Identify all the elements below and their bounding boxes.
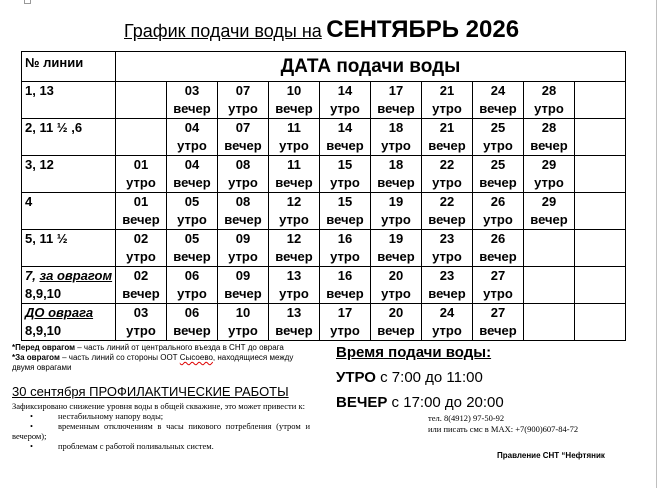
date-period: утро [177, 138, 207, 153]
date-day: 03 [184, 83, 200, 98]
date-cell [524, 304, 575, 341]
date-cell [269, 267, 320, 304]
date-day: 22 [439, 194, 455, 209]
date-day: 11 [287, 157, 301, 172]
date-cell [371, 119, 422, 156]
date-cell [269, 156, 320, 193]
footnote-beyond-ravine: *За оврагом – часть линий со стороны ООТ Сысоево, находящиеся между двумя оврагами [12, 353, 294, 372]
date-period: вечер [428, 212, 466, 227]
date-cell [116, 267, 167, 304]
date-period: утро [432, 249, 462, 264]
date-cell [116, 230, 167, 267]
date-period: утро [177, 212, 207, 227]
date-day: 24 [490, 83, 506, 98]
contact-info [428, 413, 578, 435]
date-period: вечер [224, 138, 262, 153]
date-day: 18 [388, 157, 404, 172]
date-cell [524, 119, 575, 156]
date-day: 28 [541, 83, 557, 98]
date-cell [422, 193, 473, 230]
date-cell [320, 230, 371, 267]
date-cell [218, 119, 269, 156]
date-period: утро [432, 101, 462, 116]
date-cell [320, 267, 371, 304]
date-cell [269, 230, 320, 267]
date-day: 12 [286, 194, 302, 209]
date-cell [167, 193, 218, 230]
date-period: вечер [428, 286, 466, 301]
date-cell [218, 193, 269, 230]
date-cell [371, 267, 422, 304]
date-cell [269, 119, 320, 156]
date-day: 23 [439, 268, 455, 283]
date-cell [167, 82, 218, 119]
date-cell [524, 82, 575, 119]
date-period: утро [432, 323, 462, 338]
date-day: 26 [490, 231, 506, 246]
date-period: вечер [428, 138, 466, 153]
date-period: утро [279, 212, 309, 227]
date-day: 17 [388, 83, 404, 98]
date-period: вечер [224, 286, 262, 301]
date-header: ДАТА подачи воды [116, 52, 626, 82]
date-cell [116, 304, 167, 341]
date-cell [320, 156, 371, 193]
table-row [22, 82, 626, 119]
date-period: вечер [122, 286, 160, 301]
title-month: СЕНТЯБРЬ 2026 [326, 16, 520, 43]
date-period: утро [126, 175, 156, 190]
date-cell [116, 119, 167, 156]
date-cell [575, 193, 626, 230]
date-day: 23 [439, 231, 455, 246]
date-cell [575, 156, 626, 193]
date-day: 19 [388, 194, 404, 209]
line-label: 3, 12 [22, 156, 116, 193]
date-day: 18 [388, 120, 404, 135]
date-cell [371, 304, 422, 341]
date-day: 13 [286, 268, 302, 283]
date-day: 02 [133, 268, 149, 283]
date-period: утро [279, 138, 309, 153]
date-cell [575, 304, 626, 341]
date-day: 27 [490, 268, 506, 283]
date-period: утро [228, 175, 258, 190]
date-cell [575, 82, 626, 119]
date-period: утро [126, 249, 156, 264]
date-period: вечер [173, 175, 211, 190]
line-label: 7, за оврагом 8,9,10 [22, 267, 116, 304]
date-day: 02 [133, 231, 149, 246]
date-period: вечер [224, 212, 262, 227]
date-cell [269, 82, 320, 119]
date-day: 16 [337, 268, 353, 283]
date-period: вечер [479, 101, 517, 116]
date-period: вечер [377, 249, 415, 264]
date-day: 15 [337, 157, 353, 172]
date-period: утро [228, 249, 258, 264]
date-period: утро [381, 286, 411, 301]
date-cell [167, 304, 218, 341]
maintenance-description [12, 401, 310, 451]
date-cell [320, 119, 371, 156]
date-cell [473, 304, 524, 341]
table-row [22, 304, 626, 341]
date-period: вечер [377, 175, 415, 190]
date-day: 29 [541, 157, 557, 172]
date-cell [473, 193, 524, 230]
date-period: утро [330, 101, 360, 116]
table-row [22, 267, 626, 304]
date-day: 21 [439, 83, 455, 98]
maintenance-intro: Зафиксировано снижение уровня воды в общей скважине, это может привести к: [12, 401, 305, 411]
date-period: вечер [479, 323, 517, 338]
date-cell [320, 82, 371, 119]
corner-mark [24, 0, 31, 4]
date-cell [422, 230, 473, 267]
date-period: вечер [275, 323, 313, 338]
date-cell [320, 193, 371, 230]
date-day: 16 [337, 231, 353, 246]
supply-time-title: Время подачи воды: [336, 344, 492, 361]
date-day: 04 [184, 157, 200, 172]
date-day: 20 [388, 305, 404, 320]
date-day: 04 [184, 120, 200, 135]
line-label: 4 [22, 193, 116, 230]
date-period: утро [534, 175, 564, 190]
date-cell [473, 230, 524, 267]
date-cell [524, 230, 575, 267]
date-period: вечер [173, 249, 211, 264]
date-day: 09 [235, 268, 251, 283]
date-period: утро [483, 286, 513, 301]
date-day: 10 [235, 305, 251, 320]
list-item: • нестабильному напору воды; [12, 411, 310, 421]
date-period: вечер [479, 249, 517, 264]
date-day: 09 [235, 231, 251, 246]
date-day: 05 [184, 194, 200, 209]
signoff: Правление СНТ “Нефтяник [497, 451, 605, 460]
date-cell [371, 156, 422, 193]
date-period: вечер [377, 323, 415, 338]
date-cell [218, 267, 269, 304]
date-cell [524, 156, 575, 193]
table-row [22, 156, 626, 193]
date-day: 28 [541, 120, 557, 135]
date-cell [422, 304, 473, 341]
date-cell [371, 230, 422, 267]
date-day: 14 [337, 120, 353, 135]
date-cell [524, 193, 575, 230]
date-cell [167, 156, 218, 193]
date-period: утро [228, 101, 258, 116]
date-period: вечер [377, 101, 415, 116]
date-period: утро [330, 175, 360, 190]
date-cell [269, 304, 320, 341]
date-period: утро [381, 212, 411, 227]
date-cell [575, 119, 626, 156]
date-day: 21 [439, 120, 455, 135]
date-period: утро [483, 212, 513, 227]
table-row [22, 230, 626, 267]
schedule-table [21, 51, 626, 341]
date-period: утро [330, 323, 360, 338]
date-day: 06 [184, 268, 200, 283]
date-period: утро [483, 138, 513, 153]
date-day: 19 [388, 231, 404, 246]
table-header-row [22, 52, 626, 82]
date-day: 24 [439, 305, 455, 320]
date-day: 22 [439, 157, 455, 172]
date-period: вечер [326, 212, 364, 227]
date-cell [575, 230, 626, 267]
date-cell [320, 304, 371, 341]
line-label: 1, 13 [22, 82, 116, 119]
date-cell [575, 267, 626, 304]
date-cell [371, 82, 422, 119]
date-cell [422, 119, 473, 156]
date-period: вечер [275, 249, 313, 264]
date-cell [167, 267, 218, 304]
line-label: 2, 11 ½ ,6 [22, 119, 116, 156]
date-period: утро [330, 249, 360, 264]
date-day: 17 [337, 305, 353, 320]
evening-time: ВЕЧЕР с 17:00 до 20:00 [336, 394, 504, 411]
date-period: утро [432, 175, 462, 190]
date-day: 01 [133, 157, 149, 172]
date-period: утро [534, 101, 564, 116]
table-row [22, 119, 626, 156]
date-cell [116, 156, 167, 193]
date-day: 01 [133, 194, 149, 209]
date-cell [218, 230, 269, 267]
date-cell [218, 156, 269, 193]
date-period: вечер [326, 138, 364, 153]
date-period: вечер [173, 323, 211, 338]
date-day: 08 [235, 157, 251, 172]
date-cell [116, 82, 167, 119]
date-period: вечер [530, 138, 568, 153]
contact-max: или писать смс в MAX: +7(900)607-84-72 [428, 424, 579, 434]
date-cell [167, 230, 218, 267]
date-day: 15 [337, 194, 353, 209]
date-day: 25 [490, 157, 506, 172]
date-day: 06 [184, 305, 200, 320]
date-day: 12 [286, 231, 302, 246]
date-cell [422, 267, 473, 304]
date-period: вечер [275, 175, 313, 190]
date-cell [422, 156, 473, 193]
date-period: утро [126, 323, 156, 338]
date-cell [116, 193, 167, 230]
morning-time: УТРО с 7:00 до 11:00 [336, 369, 483, 386]
date-cell [218, 82, 269, 119]
maintenance-title: 30 сентября ПРОФИЛАКТИЧЕСКИЕ РАБОТЫ [12, 384, 289, 399]
date-cell [167, 119, 218, 156]
date-day: 25 [490, 120, 506, 135]
date-day: 29 [541, 194, 557, 209]
date-period: вечер [275, 101, 313, 116]
maintenance-list [12, 411, 310, 451]
footnote-before-ravine: *Перед оврагом – часть линий от центрального въезда в СНТ до оврага [12, 343, 284, 352]
date-period: утро [381, 138, 411, 153]
date-period: вечер [173, 101, 211, 116]
date-day: 08 [235, 194, 251, 209]
date-cell [473, 82, 524, 119]
date-day: 27 [490, 305, 506, 320]
title-prefix: График подачи воды на [124, 21, 322, 41]
line-label: 5, 11 ½ [22, 230, 116, 267]
date-period: вечер [479, 175, 517, 190]
date-cell [524, 267, 575, 304]
date-cell [422, 82, 473, 119]
line-header: № линии [22, 52, 116, 82]
date-day: 26 [490, 194, 506, 209]
date-period: вечер [326, 286, 364, 301]
date-cell [269, 193, 320, 230]
date-day: 13 [286, 305, 302, 320]
date-day: 07 [235, 83, 251, 98]
date-cell [218, 304, 269, 341]
table-row [22, 193, 626, 230]
date-day: 10 [286, 83, 302, 98]
date-period: утро [279, 286, 309, 301]
date-period: утро [228, 323, 258, 338]
page-title [124, 16, 519, 44]
date-cell [473, 156, 524, 193]
date-day: 07 [235, 120, 251, 135]
date-period: вечер [530, 212, 568, 227]
date-day: 05 [184, 231, 200, 246]
list-item: • временным отключениям в часы пикового потребления (утром и вечером); [12, 421, 310, 441]
list-item: • проблемам с работой поливальных систем. [12, 441, 310, 451]
page-edge [656, 0, 657, 488]
date-period: утро [177, 286, 207, 301]
footnotes [12, 343, 312, 373]
date-day: 14 [337, 83, 353, 98]
date-cell [473, 119, 524, 156]
date-day: 11 [287, 120, 301, 135]
date-period: вечер [122, 212, 160, 227]
date-day: 03 [133, 305, 149, 320]
contact-phone: тел. 8(4912) 97-50-92 [428, 413, 505, 423]
date-cell [371, 193, 422, 230]
date-cell [473, 267, 524, 304]
line-label: ДО оврага 8,9,10 [22, 304, 116, 341]
date-day: 20 [388, 268, 404, 283]
